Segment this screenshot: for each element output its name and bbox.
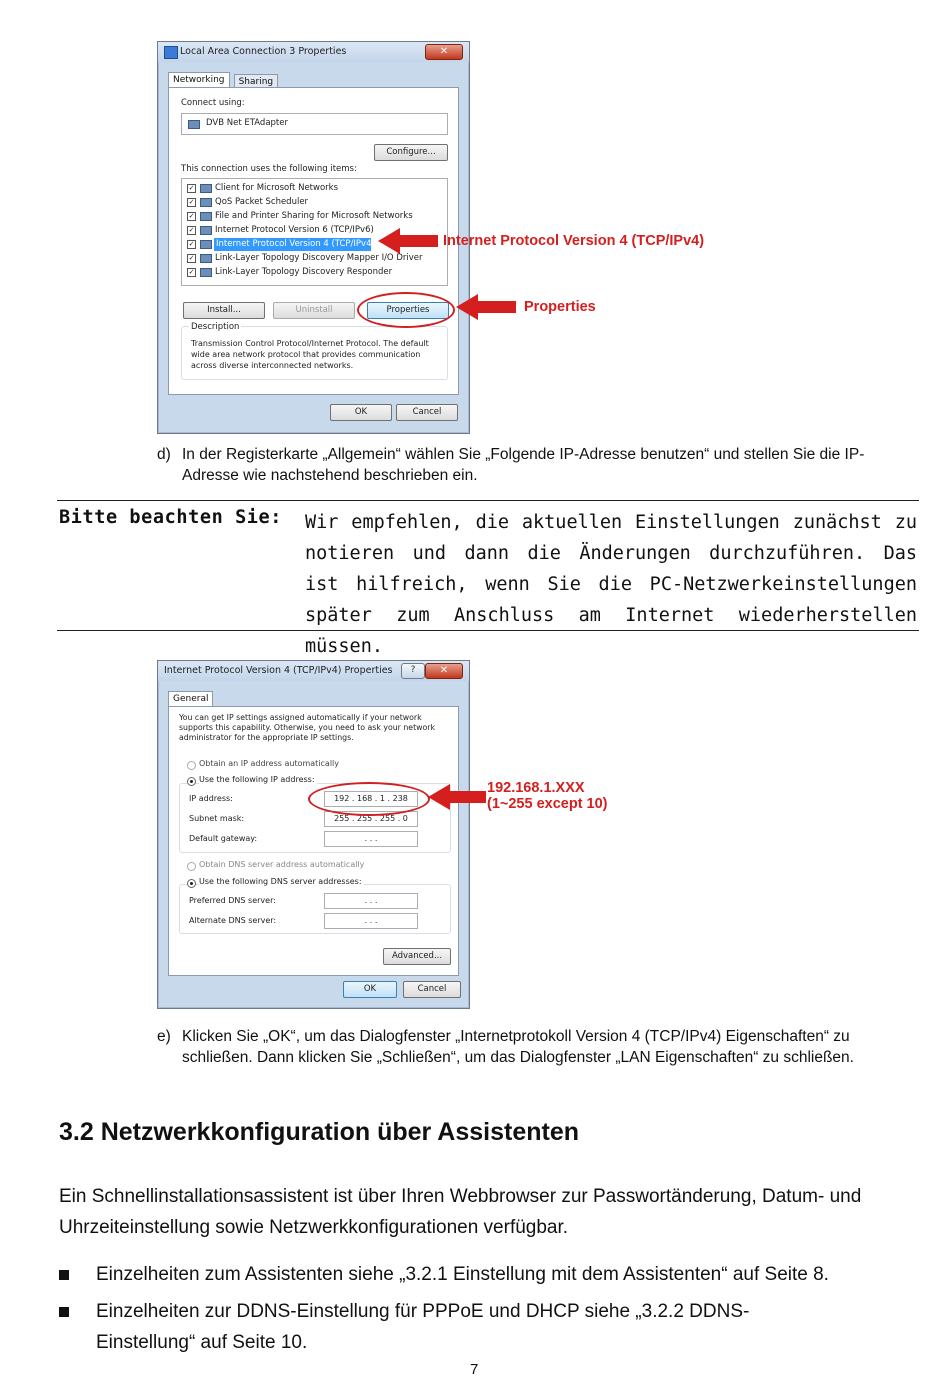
page-number: 7 (470, 1361, 479, 1378)
bullet-square-icon (59, 1270, 69, 1280)
bullet-text: Einzelheiten zum Assistenten siehe „3.2.1 Einstellung mit dem Assistenten“ auf Seite 8. (96, 1264, 829, 1285)
ip-address-input[interactable]: 192 . 168 . 1 . 238 (324, 791, 418, 807)
bullet-text: Einzelheiten zur DDNS-Einstellung für PPPoE und DHCP siehe „3.2.2 DDNS-Einstellung“ auf Seite 10. (96, 1301, 750, 1353)
ip-hint-line1: 192.168.1.XXX (487, 780, 585, 796)
list-item (59, 1259, 919, 1290)
item-label: Client for Microsoft Networks (215, 183, 339, 193)
properties-button[interactable]: Properties (367, 302, 449, 319)
tab-strip (168, 688, 212, 706)
checkbox[interactable]: ✓ (188, 240, 195, 248)
manual-dns-radio[interactable] (187, 879, 196, 888)
dialog-title-bar (158, 661, 469, 681)
list-item (59, 1296, 919, 1358)
configure-button[interactable]: Configure... (374, 144, 448, 161)
adapter-icon (188, 120, 200, 129)
item-label: QoS Packet Scheduler (215, 197, 309, 207)
note-text: Wir empfehlen, die aktuellen Einstellungen zunächst zu notieren und dann die Änderungen durchzuführen. Das ist hilfreich, wenn Sie die PC-Netzwerkeinstellungen später zum Anschluss am Internet wiederherstellen müssen. (305, 512, 917, 657)
step-text: Klicken Sie „OK“, um das Dialogfenster „Internetprotokoll Version 4 (TCP/IPv4) Eigenschaften“ zu schließen. Dann klicken Sie „Schließen“, um das Dialogfenster „LAN Eigenschaften“ zu schließen. (182, 1028, 854, 1066)
dialog-title: Internet Protocol Version 4 (TCP/IPv4) Properties (164, 665, 393, 676)
protocol-icon (200, 240, 212, 249)
checkbox[interactable]: ✓ (188, 268, 195, 276)
step-d (157, 444, 877, 486)
auto-dns-radio[interactable] (187, 862, 196, 871)
checkbox[interactable]: ✓ (188, 212, 195, 220)
gateway-input[interactable]: . . . (324, 831, 418, 847)
note-top-rule (57, 500, 919, 501)
auto-dns-label: Obtain DNS server address automatically (199, 860, 365, 869)
ip-hint-line2: (1~255 except 10) (487, 796, 608, 812)
list-item[interactable] (182, 210, 445, 223)
protocol-icon (200, 254, 212, 263)
items-label: This connection uses the following items: (181, 164, 357, 174)
cancel-button[interactable]: Cancel (396, 404, 458, 421)
general-panel (168, 706, 459, 976)
gateway-label: Default gateway: (189, 834, 258, 843)
preferred-dns-input[interactable]: . . . (324, 893, 418, 909)
dialog-title: Local Area Connection 3 Properties (180, 46, 347, 57)
client-icon (200, 184, 212, 193)
list-item[interactable] (182, 182, 445, 195)
alternate-dns-label: Alternate DNS server: (189, 916, 277, 925)
item-label: File and Printer Sharing for Microsoft Networks (215, 211, 413, 221)
help-button[interactable]: ? (401, 663, 425, 679)
protocol-icon (200, 268, 212, 277)
tab-networking[interactable]: Networking (168, 72, 230, 92)
tab-strip (168, 69, 277, 87)
service-icon (200, 212, 212, 221)
service-icon (200, 198, 212, 207)
section-heading: 3.2 Netzwerkkonfiguration über Assistenten (59, 1118, 580, 1146)
ok-button[interactable]: OK (343, 981, 397, 998)
adapter-field (181, 113, 448, 135)
ip-address-highlight-oval (308, 782, 430, 816)
intro-text: You can get IP settings assigned automatically if your network supports this capability. Otherwise, you need to ask your network administrator for the appropriate IP settings. (179, 713, 436, 742)
item-label: Internet Protocol Version 4 (TCP/IPv4) (216, 239, 375, 249)
advanced-button[interactable]: Advanced... (383, 948, 451, 965)
note-bottom-rule (57, 630, 919, 631)
arrow-left-icon (456, 294, 516, 320)
manual-ip-label: Use the following IP address: (199, 775, 315, 784)
auto-ip-label: Obtain an IP address automatically (199, 759, 340, 768)
ok-button[interactable]: OK (330, 404, 392, 421)
ip-address-label: IP address: (189, 794, 233, 803)
close-button[interactable]: ✕ (425, 663, 463, 679)
properties-annotation: Properties (524, 299, 596, 315)
step-text: In der Registerkarte „Allgemein“ wählen Sie „Folgende IP-Adresse benutzen“ und stellen Sie die IP-Adresse wie nachstehend beschrieben ein. (182, 446, 865, 484)
step-marker: d) (157, 446, 171, 463)
subnet-mask-input[interactable]: 255 . 255 . 255 . 0 (324, 811, 418, 827)
preferred-dns-label: Preferred DNS server: (189, 896, 276, 905)
checkbox[interactable]: ✓ (188, 184, 195, 192)
description-text: Transmission Control Protocol/Internet Protocol. The default wide area network protocol that provides communication across diverse interconnected networks. (191, 339, 429, 370)
description-label: Description (191, 322, 240, 332)
connect-using-label: Connect using: (181, 98, 245, 108)
close-button[interactable]: ✕ (425, 44, 463, 60)
step-marker: e) (157, 1028, 171, 1045)
adapter-name: DVB Net ETAdapter (206, 118, 288, 128)
ipv4-properties-dialog (157, 660, 470, 1009)
arrow-left-icon (378, 228, 438, 254)
item-label: Internet Protocol Version 6 (TCP/IPv6) (215, 225, 374, 235)
subnet-mask-label: Subnet mask: (189, 814, 245, 823)
tab-sharing[interactable]: Sharing (234, 74, 279, 92)
ipv4-annotation: Internet Protocol Version 4 (TCP/IPv4) (443, 233, 705, 249)
checkbox[interactable]: ✓ (188, 198, 195, 206)
step-e (157, 1026, 877, 1068)
arrow-left-icon (428, 784, 486, 810)
uninstall-button[interactable]: Uninstall (273, 302, 355, 319)
note-label: Bitte beachten Sie: (59, 507, 283, 528)
item-label: Link-Layer Topology Discovery Mapper I/O Driver (215, 253, 423, 263)
dialog-title-bar (158, 42, 469, 62)
install-button[interactable]: Install... (183, 302, 265, 319)
section-paragraph: Ein Schnellinstallationsassistent ist über Ihren Webbrowser zur Passwortänderung, Datum- und Uhrzeiteinstellung sowie Netzwerkkonfigurationen verfügbar. (59, 1186, 862, 1238)
list-item[interactable] (182, 266, 445, 279)
item-label: Link-Layer Topology Discovery Responder (215, 267, 393, 277)
list-item[interactable] (182, 196, 445, 209)
tab-general[interactable]: General (168, 691, 213, 711)
network-icon (164, 46, 178, 59)
protocol-icon (200, 226, 212, 235)
checkbox[interactable]: ✓ (188, 254, 195, 262)
cancel-button[interactable]: Cancel (403, 981, 461, 998)
auto-ip-radio[interactable] (187, 761, 196, 770)
properties-highlight-oval (357, 292, 455, 328)
alternate-dns-input[interactable]: . . . (324, 913, 418, 929)
bullet-square-icon (59, 1307, 69, 1317)
checkbox[interactable]: ✓ (188, 226, 195, 234)
manual-ip-radio[interactable] (187, 777, 196, 786)
manual-dns-label: Use the following DNS server addresses: (199, 877, 362, 886)
